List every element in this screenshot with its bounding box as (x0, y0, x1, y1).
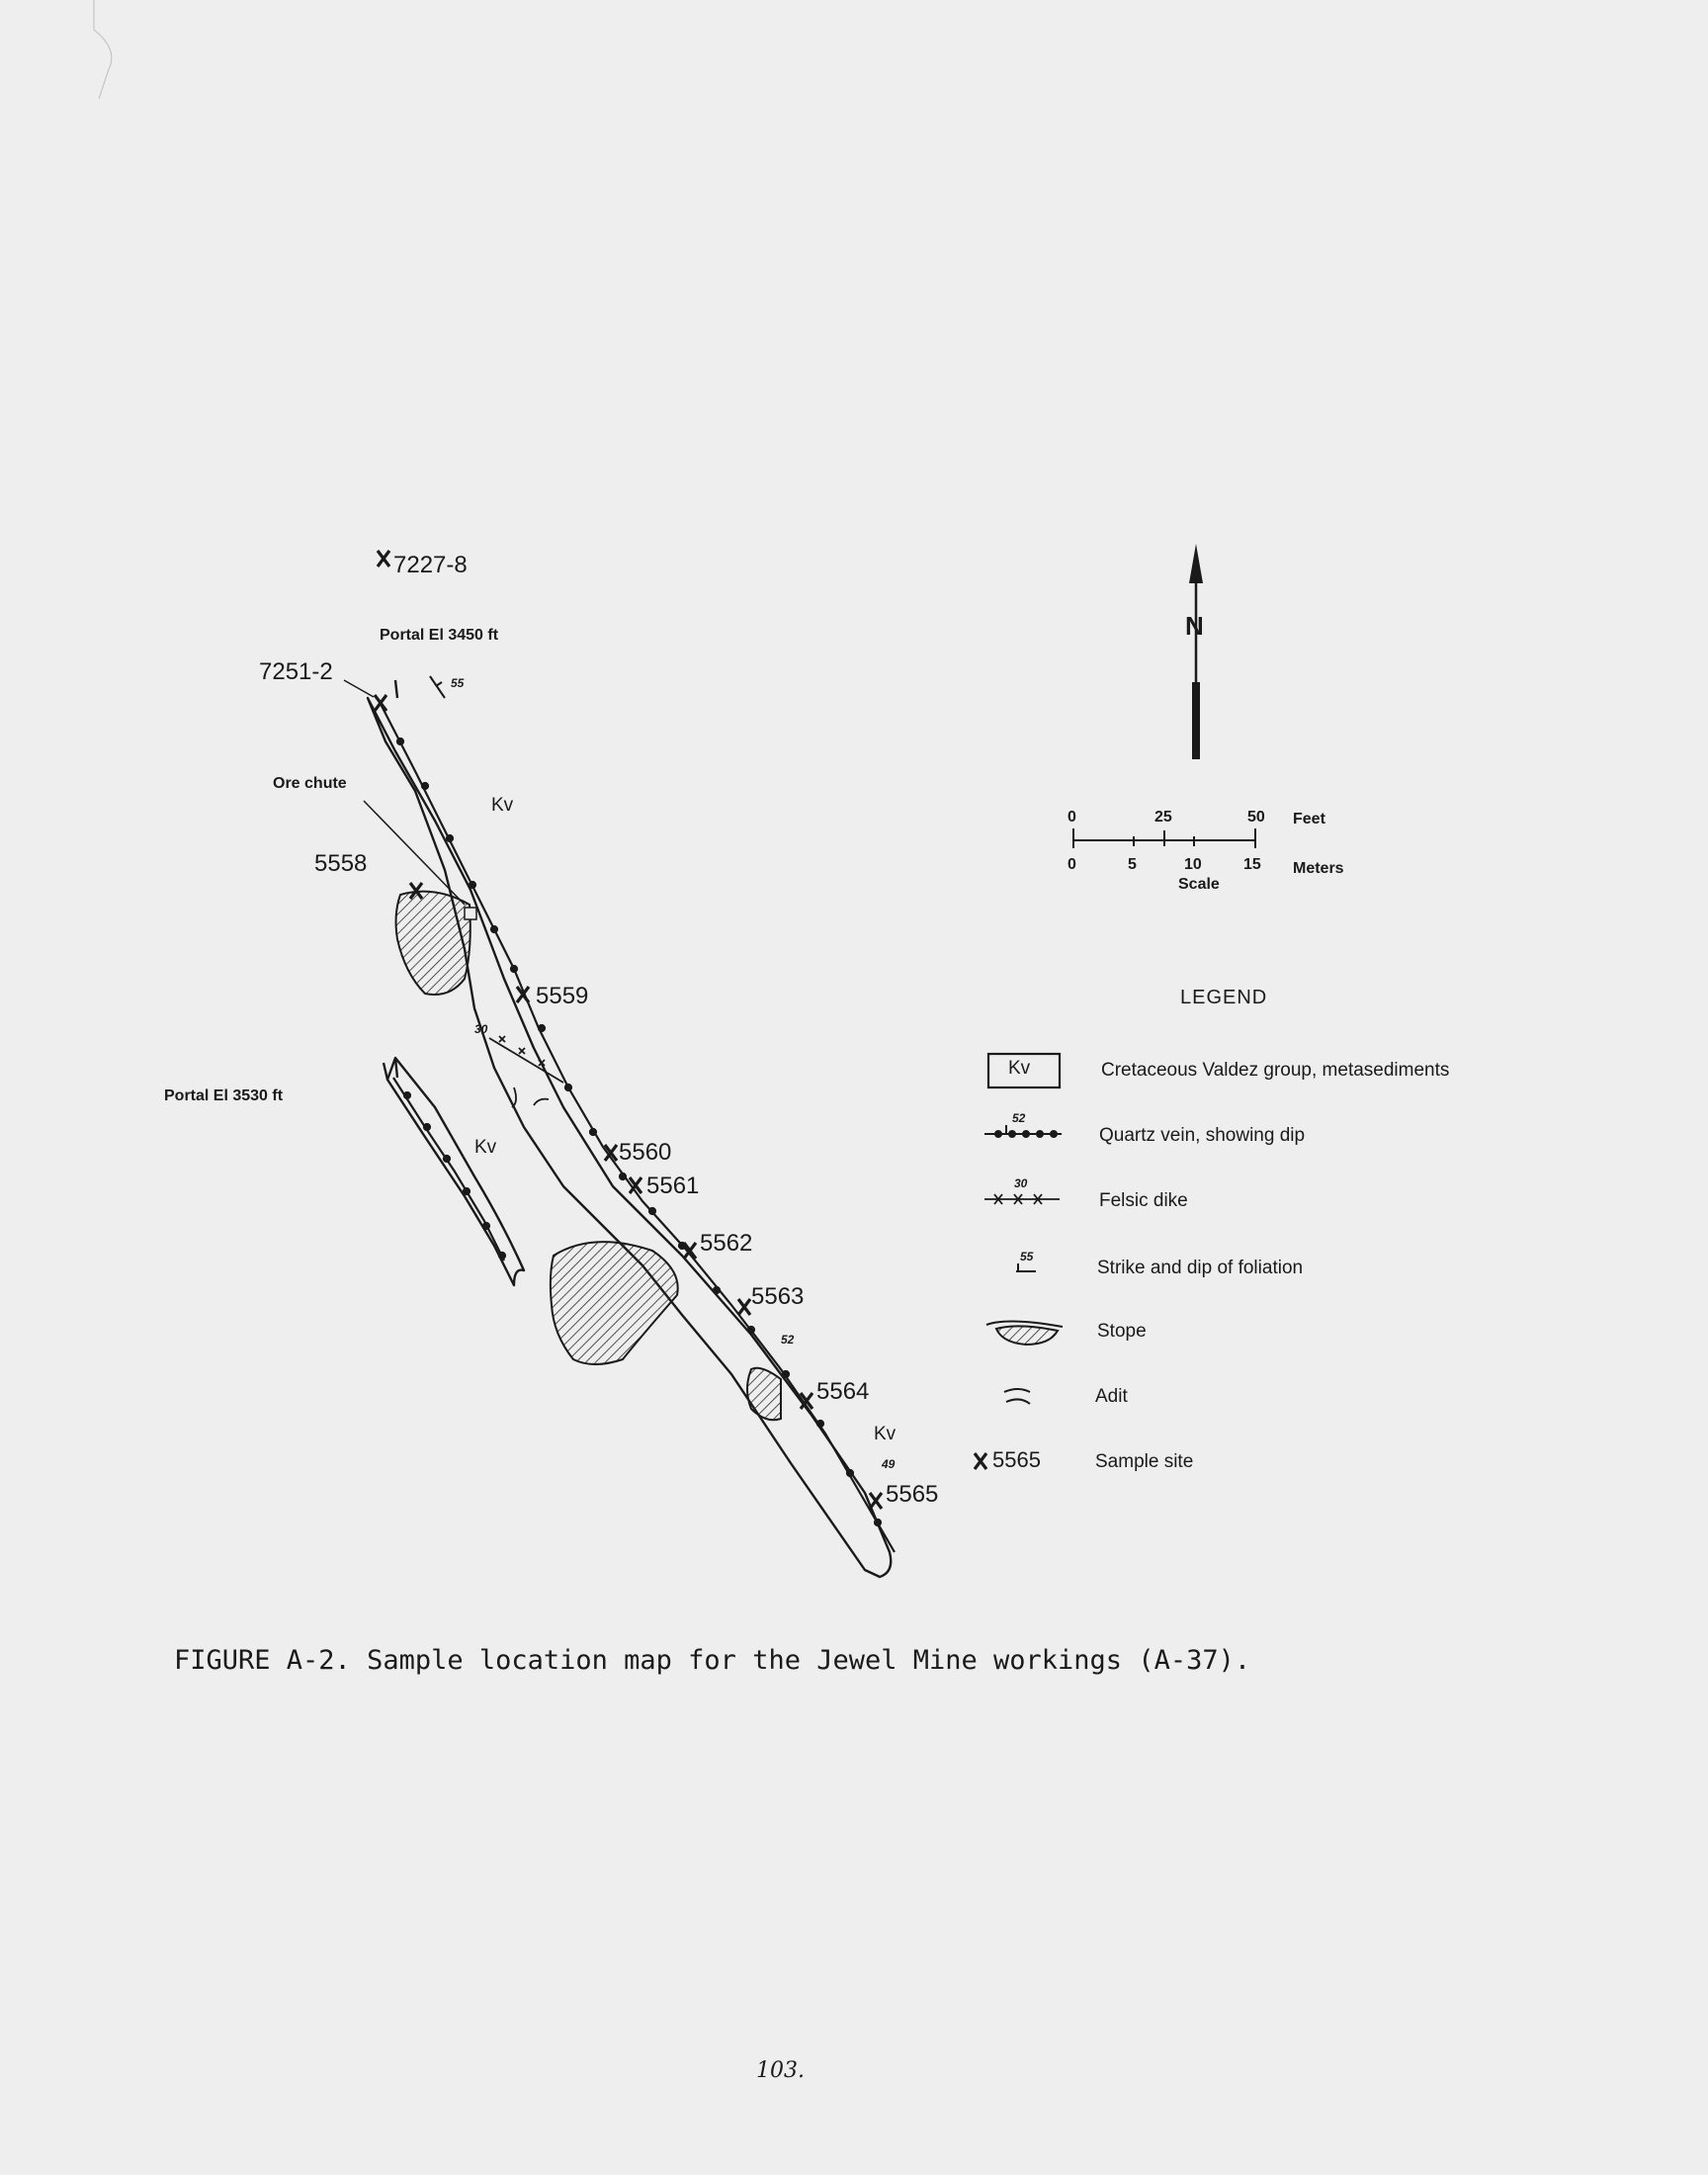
legend-foliation-symbol (1016, 1263, 1036, 1271)
sample-label-5559: 5559 (536, 983, 589, 1009)
scale-title: Scale (1178, 876, 1220, 893)
stope-5558 (396, 892, 470, 995)
scale-meter-unit: Meters (1293, 860, 1344, 877)
legend-sample-number: 5565 (992, 1447, 1041, 1472)
legend-label-felsic-dike: Felsic dike (1099, 1190, 1188, 1211)
sample-label-5563: 5563 (751, 1283, 805, 1310)
north-arrow (1189, 544, 1203, 759)
legend-label-valdez: Cretaceous Valdez group, metasediments (1101, 1060, 1450, 1081)
sample-label-5561: 5561 (646, 1173, 700, 1199)
legend-label-foliation: Strike and dip of foliation (1097, 1258, 1304, 1278)
sample-label-5562: 5562 (700, 1230, 753, 1257)
quartz-vein-lower (393, 1078, 505, 1261)
stope-5564 (747, 1368, 781, 1421)
legend-label-adit: Adit (1095, 1386, 1128, 1407)
unit-label-kv-upper: Kv (491, 795, 514, 816)
dip-label-vein-5563: 52 (781, 1333, 795, 1347)
dip-label-foliation-top: 55 (451, 676, 465, 690)
dip-label-felsic-dike: 30 (474, 1022, 488, 1036)
page-number: 103. (756, 2058, 805, 2083)
legend-adit-symbol (1004, 1389, 1030, 1404)
sample-marker-5565 (870, 1493, 882, 1509)
quartz-vein-upper (381, 704, 895, 1552)
felsic-dike-map (489, 1036, 563, 1083)
legend-quartz-dip: 52 (1012, 1111, 1026, 1125)
legend-quartz-vein-symbol (984, 1125, 1062, 1137)
legend-felsic-dip: 30 (1014, 1176, 1028, 1190)
scale-feet-tick-25: 25 (1154, 809, 1172, 826)
legend-felsic-dike-symbol (984, 1194, 1060, 1204)
legend-label-stope: Stope (1097, 1321, 1147, 1342)
scale-meter-tick-15: 15 (1243, 856, 1261, 873)
stope-center (551, 1242, 678, 1364)
foliation-symbol-top (430, 676, 445, 698)
scale-feet-unit: Feet (1293, 811, 1325, 827)
sample-label-7251-2: 7251-2 (259, 658, 333, 685)
north-label: N (1185, 611, 1204, 641)
sample-markers (375, 551, 882, 1509)
legend-sample-symbol (975, 1453, 986, 1469)
scale-feet-tick-50: 50 (1247, 809, 1265, 826)
legend-label-sample-site: Sample site (1095, 1451, 1194, 1472)
sample-label-5565: 5565 (886, 1481, 939, 1508)
scale-meter-tick-10: 10 (1184, 856, 1202, 873)
sample-marker-7251-2 (375, 695, 386, 711)
page-edge (94, 0, 112, 99)
legend-foliation-dip: 55 (1020, 1250, 1034, 1263)
scale-meter-tick-5: 5 (1128, 856, 1137, 873)
sample-label-5564: 5564 (816, 1378, 870, 1405)
figure-caption: FIGURE A-2. Sample location map for the Jewel Mine workings (A-37). (174, 1645, 1251, 1676)
sample-label-7227-8: 7227-8 (393, 552, 468, 578)
stope-areas (396, 892, 781, 1421)
sample-label-5558: 5558 (314, 850, 368, 877)
portal-label-lower: Portal El 3530 ft (164, 1088, 284, 1104)
sample-marker-5563 (738, 1299, 750, 1315)
leader-7251-2 (344, 680, 374, 697)
legend-label-quartz-vein: Quartz vein, showing dip (1099, 1125, 1306, 1146)
portal-label-upper: Portal El 3450 ft (380, 627, 499, 644)
legend-title: LEGEND (1180, 987, 1268, 1008)
adit-symbol-map (512, 1088, 549, 1107)
sample-marker-7227-8 (378, 551, 389, 566)
unit-label-kv-lower-right: Kv (874, 1424, 897, 1444)
scale-bar (1073, 828, 1255, 848)
dip-label-vein-5565: 49 (882, 1457, 896, 1471)
legend-stope-symbol (986, 1321, 1063, 1345)
unit-label-kv-lower: Kv (474, 1137, 497, 1158)
scale-meter-tick-0: 0 (1068, 856, 1076, 873)
scale-feet-tick-0: 0 (1068, 809, 1076, 826)
sample-label-5560: 5560 (619, 1139, 672, 1166)
ore-chute-label: Ore chute (273, 775, 347, 792)
legend-kv-box-text: Kv (1008, 1058, 1031, 1079)
